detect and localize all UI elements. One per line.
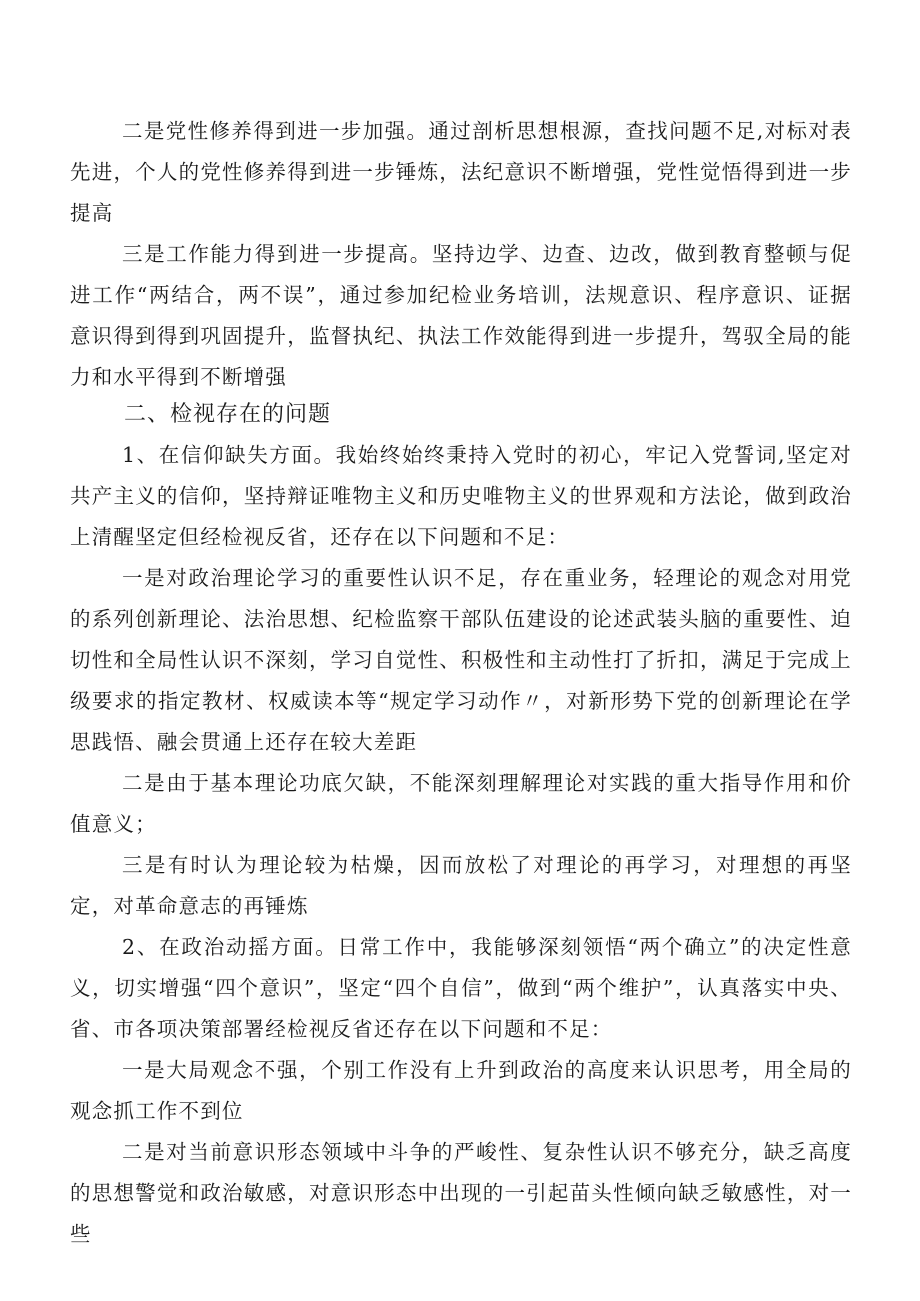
section-heading: 二、检视存在的问题 bbox=[124, 402, 332, 427]
paragraph-work-ability: 三是工作能力得到进一步提高。坚持边学、边查、边改，做到教育整顿与促进工作“两结合，两不误”，通过参加纪检业务培训，法规意识、程序意识、证据意识得到得到巩固提升，监督执纪、执法工作效能得到进一步提升，驾驭全局的能力和水平得到不断增强 bbox=[70, 242, 852, 389]
paragraph-party-spirit: 二是党性修养得到进一步加强。通过剖析思想根源，查找问题不足,对标对表先进，个人的党性修养得到进一步锤炼，法纪意识不断增强，党性觉悟得到进一步提高 bbox=[70, 119, 852, 225]
paragraph-political: 2、在政治动摇方面。日常工作中，我能够深刻领悟“两个确立”的决定性意义，切实增强“四个意识”，坚定“四个自信”，做到“两个维护”，认真落实中央、省、市各项决策部署经检视反省还存在以下问题和不足： bbox=[70, 935, 852, 1041]
paragraph-theory-boring: 三是有时认为理论较为枯燥，因而放松了对理论的再学习，对理想的再坚定，对革命意志的再锤炼 bbox=[70, 853, 852, 918]
paragraph-theory-study: 一是对政治理论学习的重要性认识不足，存在重业务，轻理论的观念对用党的系列创新理论、法治思想、纪检监察干部队伍建设的论述武装头脑的重要性、迫切性和全局性认识不深刻，学习自觉性、积极性和主动性打了折扣，满足于完成上级要求的指定教材、权威读本等“规定学习动作〃，对新形势下党的创新理论在学思践悟、融会贯通上还存在较大差距 bbox=[70, 566, 852, 754]
paragraph-ideology: 二是对当前意识形态领域中斗争的严峻性、复杂性认识不够充分，缺乏高度的思想警觉和政治敏感，对意识形态中出现的一引起苗头性倾向缺乏敏感性，对一些 bbox=[70, 1140, 852, 1246]
paragraph-overall-view: 一是大局观念不强，个别工作没有上升到政治的高度来认识思考，用全局的观念抓工作不到位 bbox=[70, 1058, 852, 1123]
paragraph-theory-foundation: 二是由于基本理论功底欠缺，不能深刻理解理论对实践的重大指导作用和价值意义； bbox=[70, 771, 852, 836]
paragraph-belief: 1、在信仰缺失方面。我始终始终秉持入党时的初心，牢记入党誓词,坚定对共产主义的信仰，坚持辩证唯物主义和历史唯物主义的世界观和方法论，做到政治上清醒坚定但经检视反省，还存在以下问题和不足： bbox=[70, 443, 852, 549]
